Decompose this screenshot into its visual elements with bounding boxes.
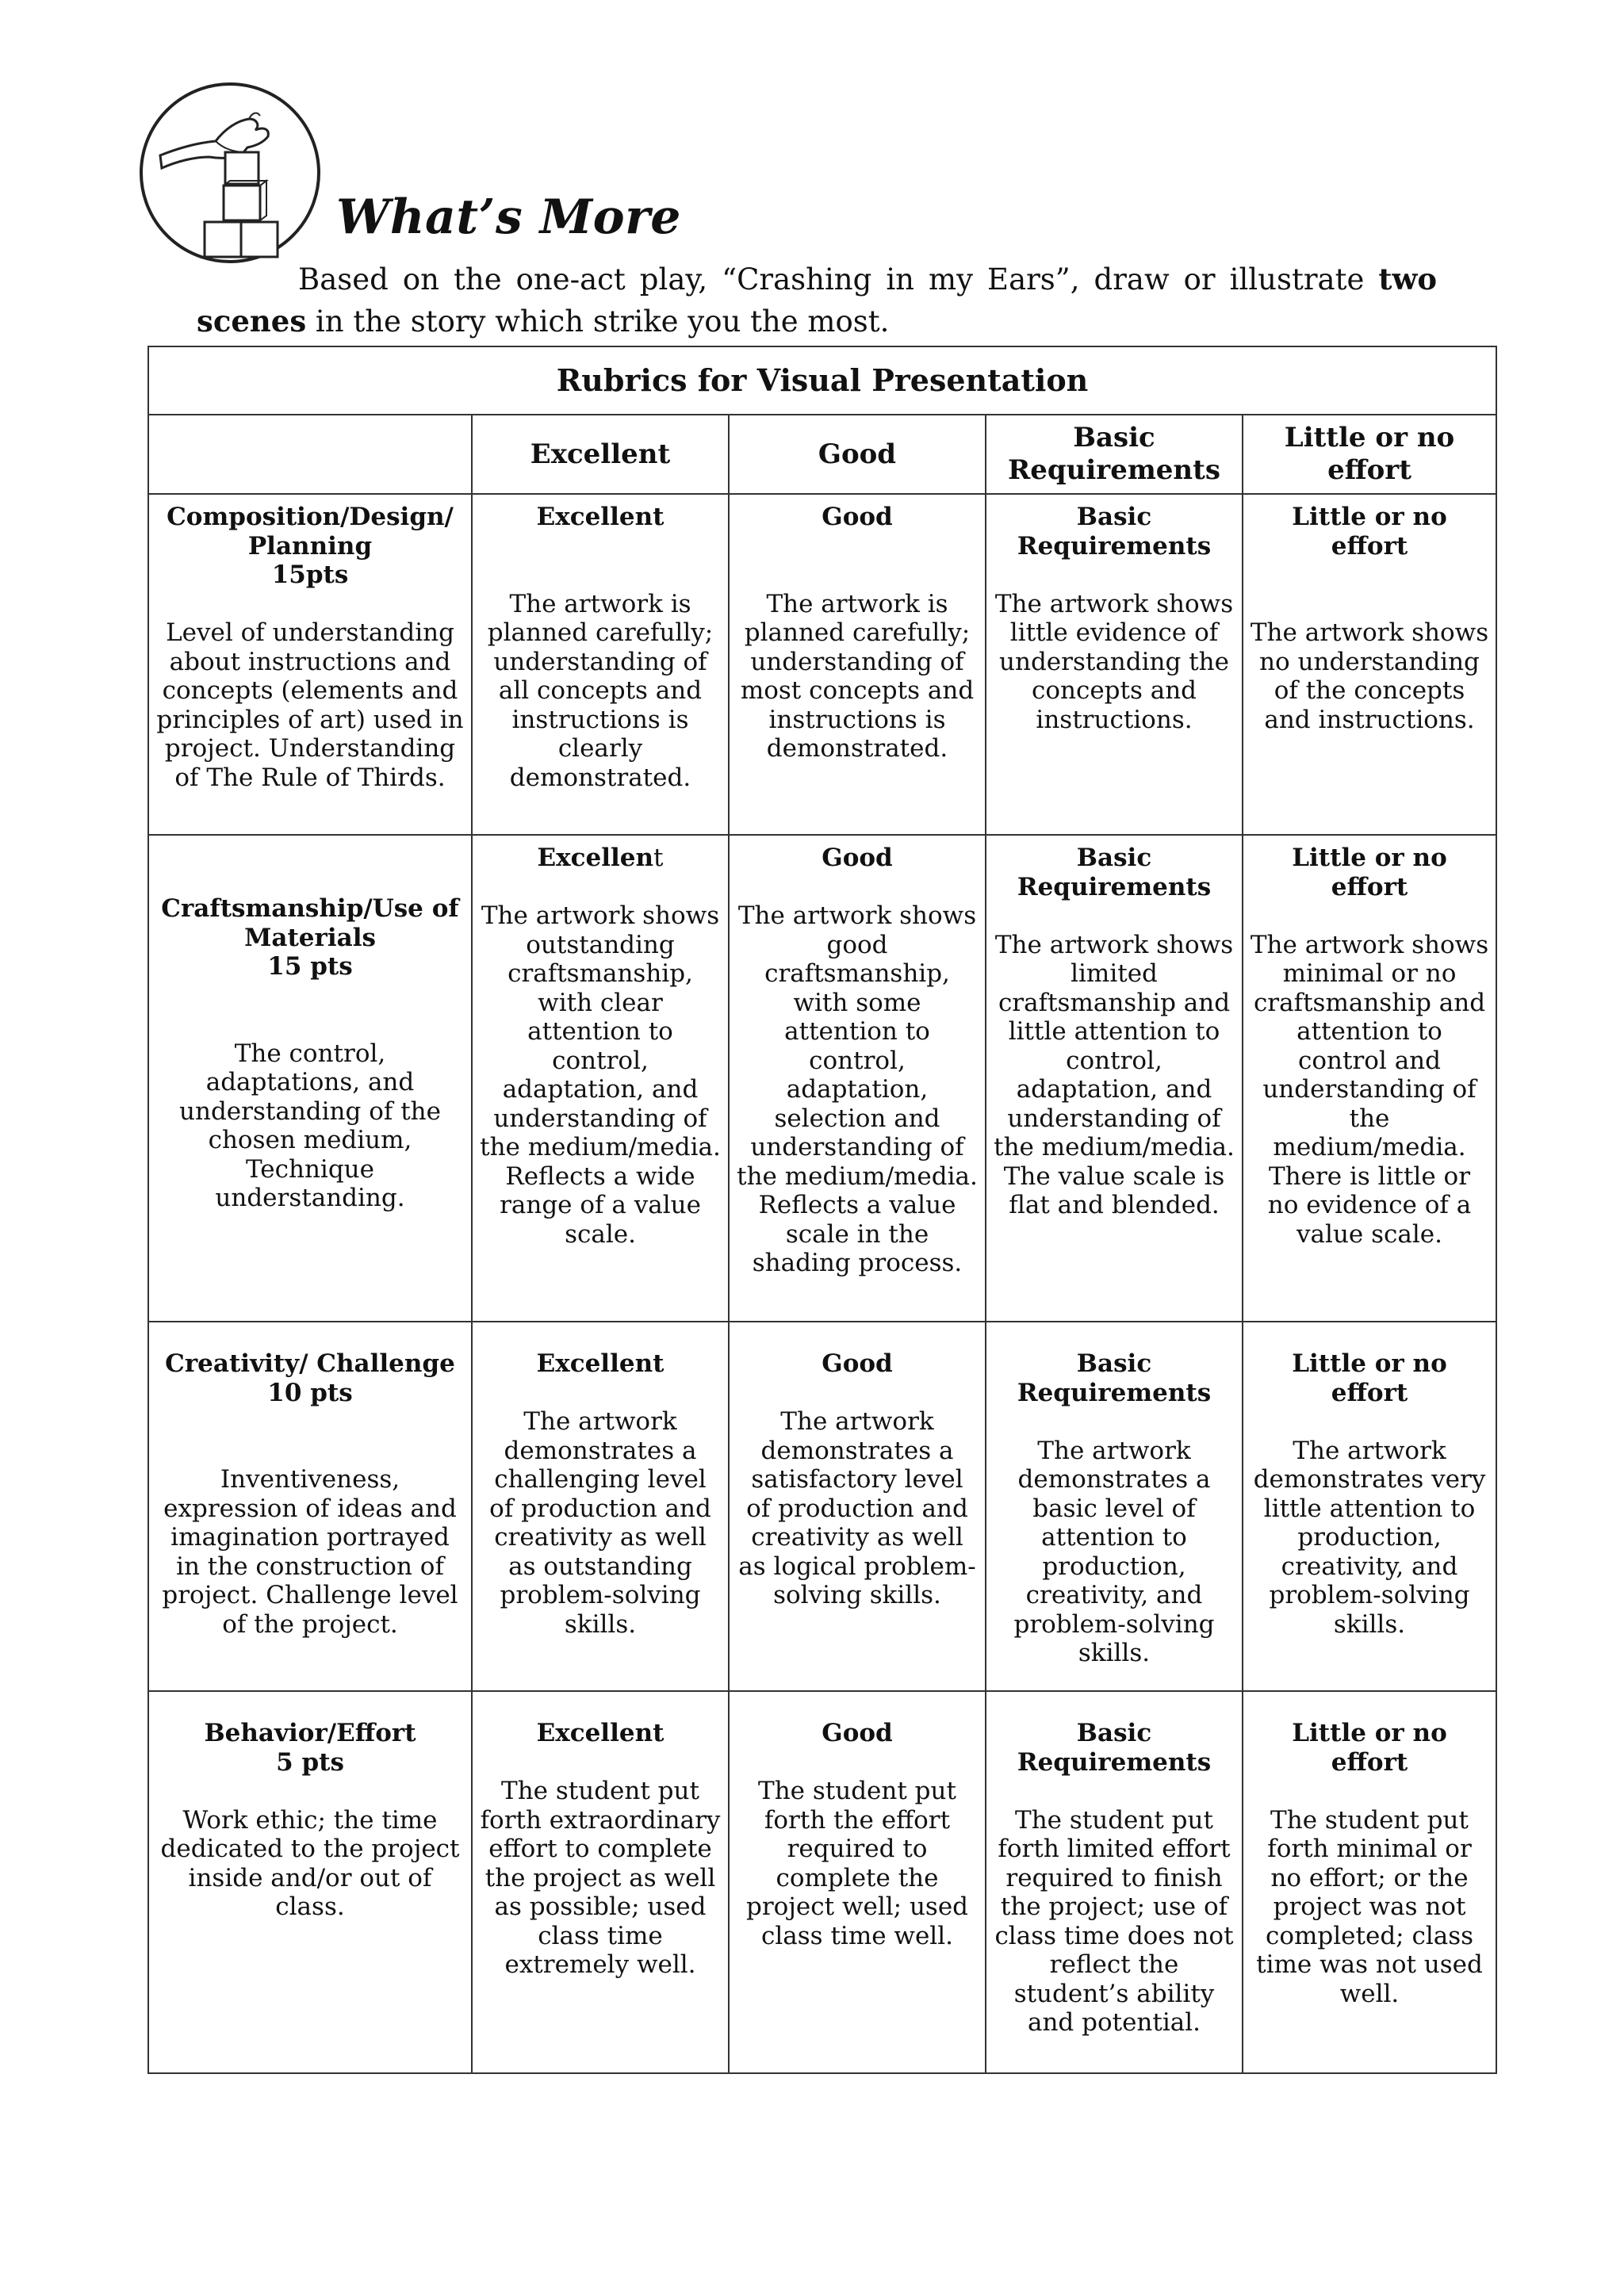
rubric-row-creativity bbox=[148, 1322, 1496, 1691]
criterion-name: Creativity/ Challenge 10 pts bbox=[165, 1349, 455, 1407]
level-cell-little bbox=[1243, 494, 1496, 835]
level-cell-good bbox=[729, 494, 986, 835]
rubric-row-craftsmanship bbox=[148, 835, 1496, 1322]
column-header-excellent: Excellent bbox=[472, 415, 729, 494]
level-description: The student put forth the effort required to complete the project well; used class time well. bbox=[745, 1777, 969, 1950]
rubric-row-composition bbox=[148, 494, 1496, 835]
level-cell-good bbox=[729, 835, 986, 1322]
level-label: Little or no effort bbox=[1292, 1719, 1447, 1777]
level-description: The artwork shows no understanding of the concepts and instructions. bbox=[1250, 618, 1489, 734]
criterion-description: The control, adaptations, and understanding of the chosen medium, Technique understanding. bbox=[179, 1039, 441, 1212]
level-description: The artwork is planned carefully; understanding of all concepts and instructions is clearly demonstrated. bbox=[487, 589, 714, 792]
level-label: Basic Requirements bbox=[1017, 844, 1212, 901]
level-label: Excellent bbox=[536, 1719, 665, 1747]
rubric-title: Rubrics for Visual Presentation bbox=[148, 346, 1496, 415]
level-cell-basic bbox=[986, 494, 1243, 835]
level-description: The artwork demonstrates very little attention to production, creativity, and problem-solving skills. bbox=[1253, 1436, 1486, 1639]
criterion-cell bbox=[148, 1322, 472, 1691]
level-description: The artwork demonstrates a satisfactory level of production and creativity as well as logical problem-solving skills. bbox=[738, 1407, 976, 1609]
level-label: Good bbox=[822, 1719, 893, 1747]
level-cell-excellent bbox=[472, 1322, 729, 1691]
criterion-cell bbox=[148, 1691, 472, 2073]
level-description: The artwork shows good craftsmanship, with some attention to control, adaptation, selection and understanding of the medium/media. Reflects a value scale in the shading process. bbox=[737, 901, 978, 1277]
column-header-good: Good bbox=[729, 415, 986, 494]
level-cell-little bbox=[1243, 1322, 1496, 1691]
level-description: The artwork shows outstanding craftsmanship, with clear attention to control, adaptation, and understanding of the medium/media. Reflects a wide range of a value scale. bbox=[480, 901, 721, 1249]
level-label: Good bbox=[822, 844, 893, 872]
level-cell-basic bbox=[986, 1691, 1243, 2073]
level-description: The student put forth extraordinary effort to complete the project as well as possible; used class time extremely well. bbox=[480, 1777, 721, 1979]
level-description: The artwork demonstrates a basic level of attention to production, creativity, and problem-solving skills. bbox=[1013, 1436, 1215, 1667]
level-label: Excellent bbox=[536, 503, 665, 531]
column-header-little: Little or no effort bbox=[1243, 415, 1496, 494]
level-cell-little bbox=[1243, 835, 1496, 1322]
level-cell-excellent bbox=[472, 835, 729, 1322]
level-cell-good bbox=[729, 1691, 986, 2073]
rubric-header-row bbox=[148, 415, 1496, 494]
level-label: Good bbox=[822, 1349, 893, 1378]
level-label: Little or no effort bbox=[1292, 844, 1447, 901]
column-header-basic: Basic Requirements bbox=[986, 415, 1243, 494]
level-label: Basic Requirements bbox=[1017, 1719, 1212, 1777]
level-cell-excellent bbox=[472, 1691, 729, 2073]
hand-stacking-blocks-icon bbox=[136, 79, 324, 266]
criterion-name: Composition/Design/ Planning 15pts bbox=[167, 503, 454, 589]
level-description: The artwork shows little evidence of understanding the concepts and instructions. bbox=[994, 589, 1234, 734]
criterion-description: Level of understanding about instructions and concepts (elements and principles of art) used in project. Understanding of The Rule of Thirds. bbox=[156, 618, 464, 792]
level-description: The student put forth limited effort required to finish the project; use of class time does not reflect the student’s ability and potential. bbox=[994, 1805, 1234, 2037]
level-description: The artwork shows minimal or no craftsmanship and attention to control and understanding of the medium/media. There is little or no evidence of a value scale. bbox=[1250, 930, 1489, 1249]
level-label: Little or no effort bbox=[1292, 503, 1447, 561]
level-label: Little or no effort bbox=[1292, 1349, 1447, 1407]
level-description: The artwork is planned carefully; understanding of most concepts and instructions is demonstrated. bbox=[740, 589, 975, 763]
level-cell-good bbox=[729, 1322, 986, 1691]
level-label: Basic Requirements bbox=[1017, 1349, 1212, 1407]
level-label: Excellent bbox=[537, 844, 664, 872]
criterion-name: Behavior/Effort 5 pts bbox=[204, 1719, 416, 1777]
rubric-table bbox=[147, 346, 1497, 2074]
activity-instructions: Based on the one-act play, “Crashing in my Ears”, draw or illustrate two scenes in the story which strike you the most. bbox=[197, 262, 1437, 339]
level-label: Basic Requirements bbox=[1017, 503, 1212, 561]
level-cell-excellent bbox=[472, 494, 729, 835]
column-header-criteria bbox=[148, 415, 472, 494]
rubric-row-behavior bbox=[148, 1691, 1496, 2073]
level-cell-little bbox=[1243, 1691, 1496, 2073]
level-cell-basic bbox=[986, 835, 1243, 1322]
level-label: Excellent bbox=[536, 1349, 665, 1378]
criterion-description: Work ethic; the time dedicated to the project inside and/or out of class. bbox=[160, 1805, 460, 1921]
criterion-description: Inventiveness, expression of ideas and imagination portrayed in the construction of project. Challenge level of the project. bbox=[162, 1465, 458, 1639]
level-label: Good bbox=[822, 503, 893, 531]
level-cell-basic bbox=[986, 1322, 1243, 1691]
level-description: The student put forth minimal or no effort; or the project was not completed; class time was not used well. bbox=[1256, 1805, 1483, 2008]
criterion-cell bbox=[148, 835, 472, 1322]
section-title: What’s More bbox=[336, 189, 681, 245]
level-description: The artwork shows limited craftsmanship and little attention to control, adaptation, and understanding of the medium/media. The value scale is flat and blended. bbox=[994, 930, 1235, 1219]
criterion-cell bbox=[148, 494, 472, 835]
criterion-name: Craftsmanship/Use of Materials 15 pts bbox=[161, 894, 459, 981]
level-description: The artwork demonstrates a challenging level of production and creativity as well as outstanding problem-solving skills. bbox=[489, 1407, 711, 1639]
